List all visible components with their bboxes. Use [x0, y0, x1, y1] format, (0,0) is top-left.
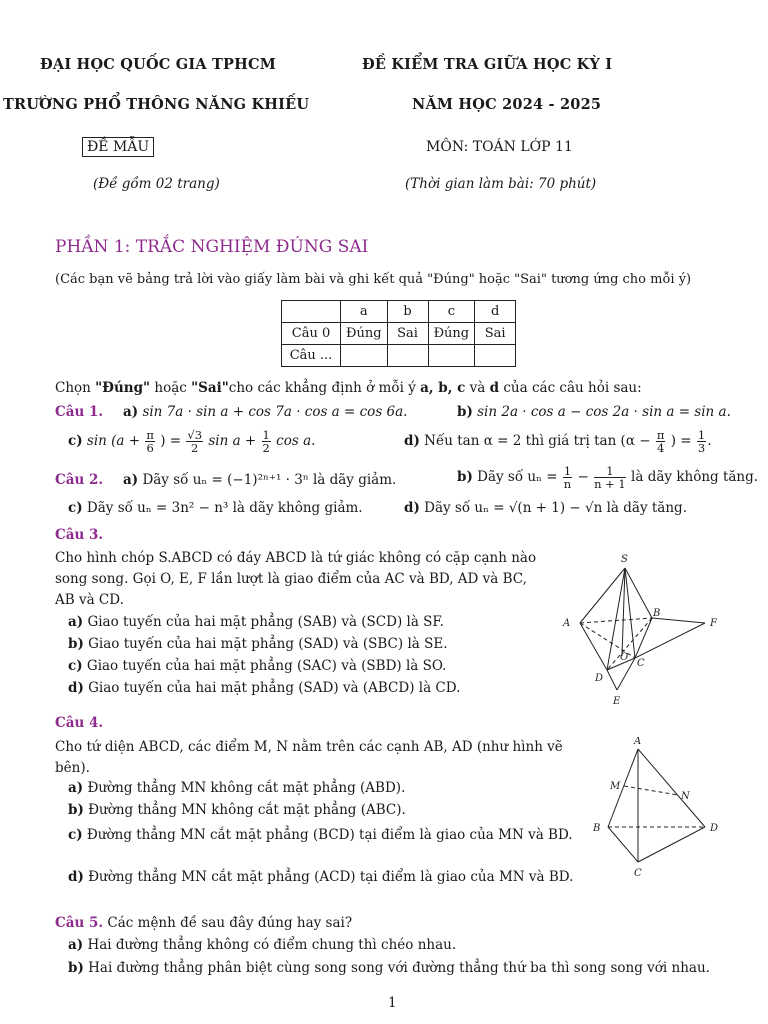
label-S: S	[621, 554, 628, 565]
fraction-num: 1	[594, 465, 626, 478]
q4-c-key: c)	[68, 827, 83, 843]
answer-table	[281, 300, 516, 367]
q5-item-a	[68, 937, 456, 953]
edge-AD	[638, 749, 705, 827]
label-A: A	[634, 737, 642, 747]
choose-or: hoặc	[150, 380, 192, 396]
q3-item-b	[68, 636, 448, 652]
q1-d-key: d)	[404, 433, 420, 449]
edge-SB	[625, 568, 652, 618]
q2-item-b	[457, 463, 758, 491]
q1-item-b	[457, 404, 731, 420]
q2-c-text: Dãy số uₙ = 3n² − n³ là dãy không giảm.	[86, 500, 363, 516]
q2-b-minus: −	[577, 469, 589, 485]
q3-item-a	[68, 614, 444, 630]
fraction-den: n	[563, 477, 572, 491]
label-B: B	[653, 608, 661, 619]
q2-a-text: Dãy số uₙ = (−1)²ⁿ⁺¹ · 3ⁿ là dãy giảm.	[142, 472, 397, 488]
fraction-num: 1	[262, 428, 270, 442]
q2-b-pre: Dãy số uₙ =	[477, 469, 558, 485]
fraction	[594, 465, 626, 490]
fraction	[145, 429, 155, 454]
fraction	[563, 465, 572, 490]
subject-label: MÔN: TOÁN LỚP 11	[426, 139, 573, 155]
q2-a-key: a)	[123, 472, 139, 488]
fraction-den: 3	[697, 441, 706, 455]
choose-abc: a, b, c	[420, 380, 466, 396]
table-cell	[387, 345, 428, 367]
school-year: NĂM HỌC 2024 - 2025	[412, 96, 602, 113]
table-cell: Câu 0	[282, 323, 341, 345]
q5-b-key: b)	[68, 960, 84, 976]
q5-item-b	[68, 960, 710, 976]
fraction-num: π	[656, 428, 665, 442]
label-C: C	[637, 658, 645, 669]
edge-CB	[635, 618, 652, 658]
q1-item-c	[68, 427, 315, 455]
table-header-cell	[282, 301, 341, 323]
table-row	[282, 323, 516, 345]
table-cell	[475, 345, 516, 367]
table-cell	[428, 345, 475, 367]
pages-note: (Đề gồm 02 trang)	[93, 176, 220, 192]
choose-d: d	[489, 380, 500, 396]
choose-instruction	[55, 380, 642, 396]
fraction-num: √3	[187, 428, 203, 442]
table-header-cell: a	[341, 301, 388, 323]
q5-label: Câu 5.	[55, 915, 104, 931]
fraction-num: 1	[563, 464, 572, 478]
q2-b-end: là dãy không tăng.	[631, 469, 759, 485]
table-header-cell: c	[428, 301, 475, 323]
q5-line	[55, 915, 352, 931]
q4-stem: Cho tứ diện ABCD, các điểm M, N nằm trên các cạnh AB, AD (như hình vẽ bên).	[55, 739, 563, 776]
segment-MN	[624, 786, 678, 795]
table-cell: Sai	[475, 323, 516, 345]
table-header-cell: b	[387, 301, 428, 323]
fraction-den: n + 1	[594, 477, 626, 491]
q4-d-key: d)	[68, 869, 84, 885]
q5-b-text: Hai đường thẳng phân biệt cùng song song với đường thẳng thứ ba thì song song với nhau.	[88, 960, 710, 976]
fraction-num: π	[146, 428, 154, 442]
q1-label: Câu 1.	[55, 404, 104, 420]
q1-a-text: sin 7a · sin a + cos 7a · cos a = cos 6a.	[142, 404, 408, 420]
q1-c-mid: ) =	[160, 433, 182, 449]
label-O: O	[620, 652, 629, 663]
table-header-row	[282, 301, 516, 323]
q3-stem: Cho hình chóp S.ABCD có đáy ABCD là tứ giác không có cặp cạnh nào song song. Gọi O, E, F lần lượt là giao điểm của AC và BD, AD và BC, AB và CD.	[55, 550, 537, 608]
q4-a-key: a)	[68, 780, 84, 796]
q1-c-mid2: sin a +	[208, 433, 257, 449]
q2-item-a	[123, 472, 396, 488]
q4-item-c	[68, 824, 595, 846]
q3-c-text: Giao tuyến của hai mặt phẳng (SAC) và (SBD) là SO.	[86, 658, 447, 674]
q4-label: Câu 4.	[55, 715, 104, 731]
q2-label: Câu 2.	[55, 472, 104, 488]
edge-AD	[580, 623, 607, 670]
fraction-den: 2	[191, 441, 199, 455]
q4-item-d	[68, 866, 595, 888]
q1-item-a	[123, 404, 407, 420]
q4-d-text: Đường thẳng MN cắt mặt phẳng (ACD) tại điểm là giao của MN và BD.	[88, 869, 574, 885]
q1-d-pre: Nếu tan α = 2 thì giá trị tan (α −	[424, 433, 651, 449]
label-M: M	[610, 781, 621, 792]
q4-item-a	[68, 780, 405, 796]
edge-SC	[625, 568, 635, 658]
label-C: C	[634, 868, 642, 879]
q3-c-key: c)	[68, 658, 83, 674]
q3-item-d	[68, 680, 460, 696]
table-header-cell: d	[475, 301, 516, 323]
sample-exam-badge: ĐỀ MẪU	[82, 137, 154, 157]
q3-pyramid-figure	[555, 548, 730, 708]
q3-d-text: Giao tuyến của hai mặt phẳng (SAD) và (ABCD) là CD.	[88, 680, 461, 696]
label-D: D	[710, 823, 719, 834]
label-N: N	[681, 791, 690, 802]
label-E: E	[613, 696, 621, 707]
fraction-den: 4	[656, 441, 665, 455]
q2-item-d	[404, 500, 687, 516]
q1-d-end: .	[707, 433, 712, 449]
exam-title: ĐỀ KIỂM TRA GIỮA HỌC KỲ I	[362, 56, 613, 73]
time-note: (Thời gian làm bài: 70 phút)	[405, 176, 597, 192]
choose-and: và	[465, 380, 490, 396]
q5-a-text: Hai đường thẳng không có điểm chung thì chéo nhau.	[87, 937, 457, 953]
q3-item-c	[68, 658, 446, 674]
q1-b-key: b)	[457, 404, 473, 420]
fraction-num: 1	[697, 428, 706, 442]
edge-BC	[608, 827, 638, 862]
q1-c-pre: sin (a +	[86, 433, 141, 449]
q3-b-text: Giao tuyến của hai mặt phẳng (SAD) và (SBC) là SE.	[88, 636, 448, 652]
table-cell: Sai	[387, 323, 428, 345]
q4-b-key: b)	[68, 802, 84, 818]
fraction	[656, 429, 666, 454]
q2-b-key: b)	[457, 469, 473, 485]
part1-instruction: (Các bạn vẽ bảng trả lời vào giấy làm bài và ghi kết quả "Đúng" hoặc "Sai" tương ứng cho mỗi ý)	[55, 272, 692, 287]
fraction-den: 2	[262, 441, 270, 455]
page-number: 1	[388, 995, 397, 1011]
label-B: B	[593, 823, 601, 834]
q4-b-text: Đường thẳng MN không cắt mặt phẳng (ABC).	[88, 802, 406, 818]
table-cell: Đúng	[341, 323, 388, 345]
choose-prefix: Chọn	[55, 380, 96, 396]
q4-a-text: Đường thẳng MN không cắt mặt phẳng (ABD).	[87, 780, 406, 796]
q1-b-text: sin 2a · cos a − cos 2a · sin a = sin a.	[477, 404, 731, 420]
false-word: "Sai"	[191, 380, 229, 396]
q3-label: Câu 3.	[55, 527, 104, 543]
edge-CD	[638, 827, 705, 862]
edge-DE	[607, 670, 617, 690]
q3-a-key: a)	[68, 614, 84, 630]
q4-c-text: Đường thẳng MN cắt mặt phẳng (BCD) tại điểm là giao của MN và BD.	[86, 827, 573, 843]
q4-item-b	[68, 802, 406, 818]
label-D: D	[595, 673, 604, 684]
part1-title: PHẦN 1: TRẮC NGHIỆM ĐÚNG SAI	[55, 237, 369, 257]
q3-b-key: b)	[68, 636, 84, 652]
label-A: A	[563, 618, 571, 629]
q1-d-mid: ) =	[670, 433, 692, 449]
fraction	[697, 429, 706, 454]
q2-d-text: Dãy số uₙ = √(n + 1) − √n là dãy tăng.	[424, 500, 687, 516]
q4-tetrahedron-figure	[590, 737, 740, 882]
q1-a-key: a)	[123, 404, 139, 420]
q5-a-key: a)	[68, 937, 84, 953]
university-name: ĐẠI HỌC QUỐC GIA TPHCM	[40, 56, 277, 73]
school-name: TRƯỜNG PHỔ THÔNG NĂNG KHIẾU	[3, 96, 310, 113]
table-cell	[341, 345, 388, 367]
q2-c-key: c)	[68, 500, 83, 516]
q3-a-text: Giao tuyến của hai mặt phẳng (SAB) và (SCD) là SF.	[87, 614, 444, 630]
table-cell: Đúng	[428, 323, 475, 345]
choose-suffix: của các câu hỏi sau:	[499, 380, 642, 396]
q5-stem: Các mệnh đề sau đây đúng hay sai?	[107, 915, 353, 931]
q1-item-d	[404, 427, 712, 455]
fraction-den: 6	[146, 441, 154, 455]
q2-item-c	[68, 500, 363, 516]
table-row	[282, 345, 516, 367]
fraction	[262, 429, 271, 454]
q1-c-end: cos a.	[276, 433, 316, 449]
edge-CF	[635, 623, 705, 658]
q2-d-key: d)	[404, 500, 420, 516]
q1-c-key: c)	[68, 433, 83, 449]
choose-mid: cho các khẳng định ở mỗi ý	[228, 380, 421, 396]
edge-BD-hidden	[607, 618, 652, 670]
edge-SA	[580, 568, 625, 623]
label-F: F	[710, 618, 717, 629]
true-word: "Đúng"	[95, 380, 151, 396]
fraction	[186, 429, 203, 454]
q3-d-key: d)	[68, 680, 84, 696]
table-cell: Câu ...	[282, 345, 341, 367]
